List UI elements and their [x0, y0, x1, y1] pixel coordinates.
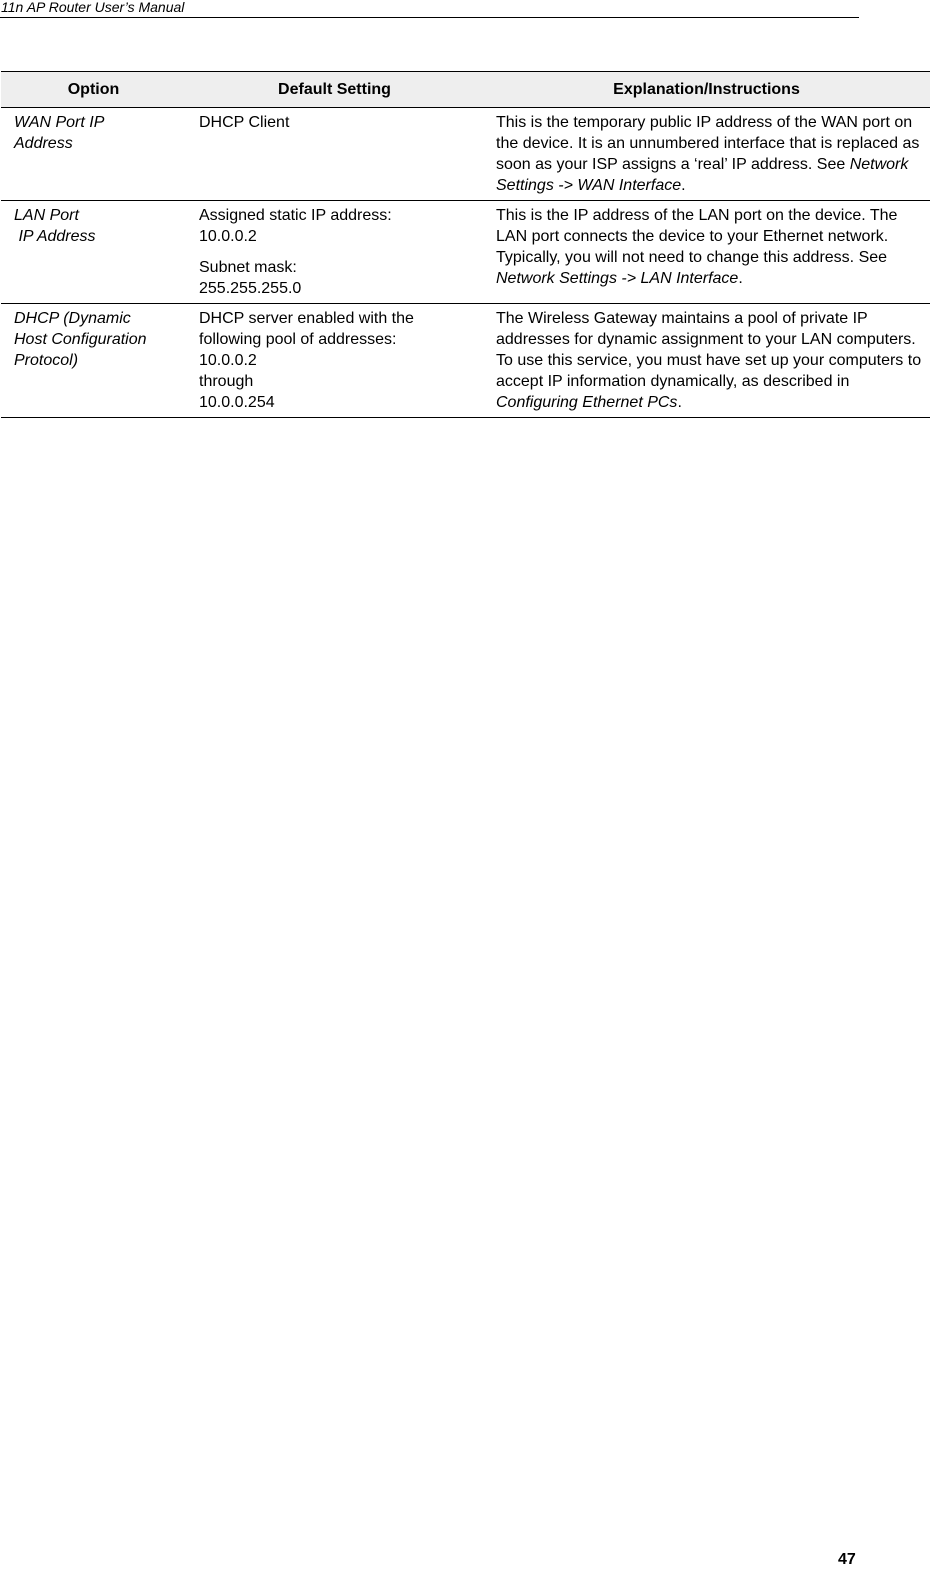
- default-line: 10.0.0.2: [199, 352, 257, 369]
- default-line: following pool of addresses:: [199, 331, 397, 348]
- settings-table: [1, 71, 930, 418]
- reference-link: Network Settings -> LAN Interface: [496, 270, 739, 287]
- default-line: Assigned static IP address:: [199, 207, 392, 224]
- explanation-text: This is the IP address of the LAN port on the device. The LAN port connects the device to your Ethernet network. Typically, you will not need to change this address. See: [496, 207, 898, 266]
- page-header: 11n AP Router User’s Manual: [0, 0, 859, 18]
- table-row: [1, 201, 930, 304]
- explanation-tail: .: [677, 394, 682, 411]
- default-line: DHCP server enabled with the: [199, 310, 414, 327]
- column-header-option: Option: [1, 72, 186, 108]
- explanation-text: The Wireless Gateway maintains a pool of private IP addresses for dynamic assignment to your LAN computers. To use this service, you must have set up your computers to accept IP information dynamically, as described in: [496, 310, 922, 390]
- reference-link: Network Settings -> WAN Interface: [496, 156, 909, 194]
- default-line: Subnet mask:: [199, 259, 297, 276]
- option-cell: [1, 304, 186, 418]
- option-cell: [1, 201, 186, 304]
- option-line: Host Configuration: [14, 331, 147, 348]
- default-cell: [186, 201, 483, 304]
- default-line: 10.0.0.254: [199, 394, 275, 411]
- column-header-default-setting: Default Setting: [186, 72, 483, 108]
- default-line: 255.255.255.0: [199, 280, 302, 297]
- default-line: DHCP Client: [199, 114, 290, 131]
- option-line: Protocol): [14, 352, 79, 369]
- option-line: IP Address: [14, 228, 96, 245]
- column-header-explanation: Explanation/Instructions: [483, 72, 930, 108]
- option-line: WAN Port IP: [14, 114, 105, 131]
- table-header-row: [1, 72, 930, 108]
- explanation-text: This is the temporary public IP address of the WAN port on the device. It is an unnumbered interface that is replaced as soon as your ISP assigns a ‘real’ IP address. See: [496, 114, 920, 173]
- default-cell: [186, 304, 483, 418]
- option-line: Address: [14, 135, 73, 152]
- default-line: 10.0.0.2: [199, 228, 257, 245]
- explanation-cell: [483, 304, 930, 418]
- page-number: 47: [838, 1551, 856, 1568]
- option-cell: [1, 108, 186, 201]
- default-cell: [186, 108, 483, 201]
- table-row: [1, 108, 930, 201]
- explanation-cell: [483, 201, 930, 304]
- option-line: LAN Port: [14, 207, 79, 224]
- reference-link: Configuring Ethernet PCs: [496, 394, 678, 411]
- explanation-tail: .: [681, 177, 686, 194]
- explanation-tail: .: [738, 270, 743, 287]
- default-line: through: [199, 373, 254, 390]
- table-row: [1, 304, 930, 418]
- explanation-cell: [483, 108, 930, 201]
- option-line: DHCP (Dynamic: [14, 310, 131, 327]
